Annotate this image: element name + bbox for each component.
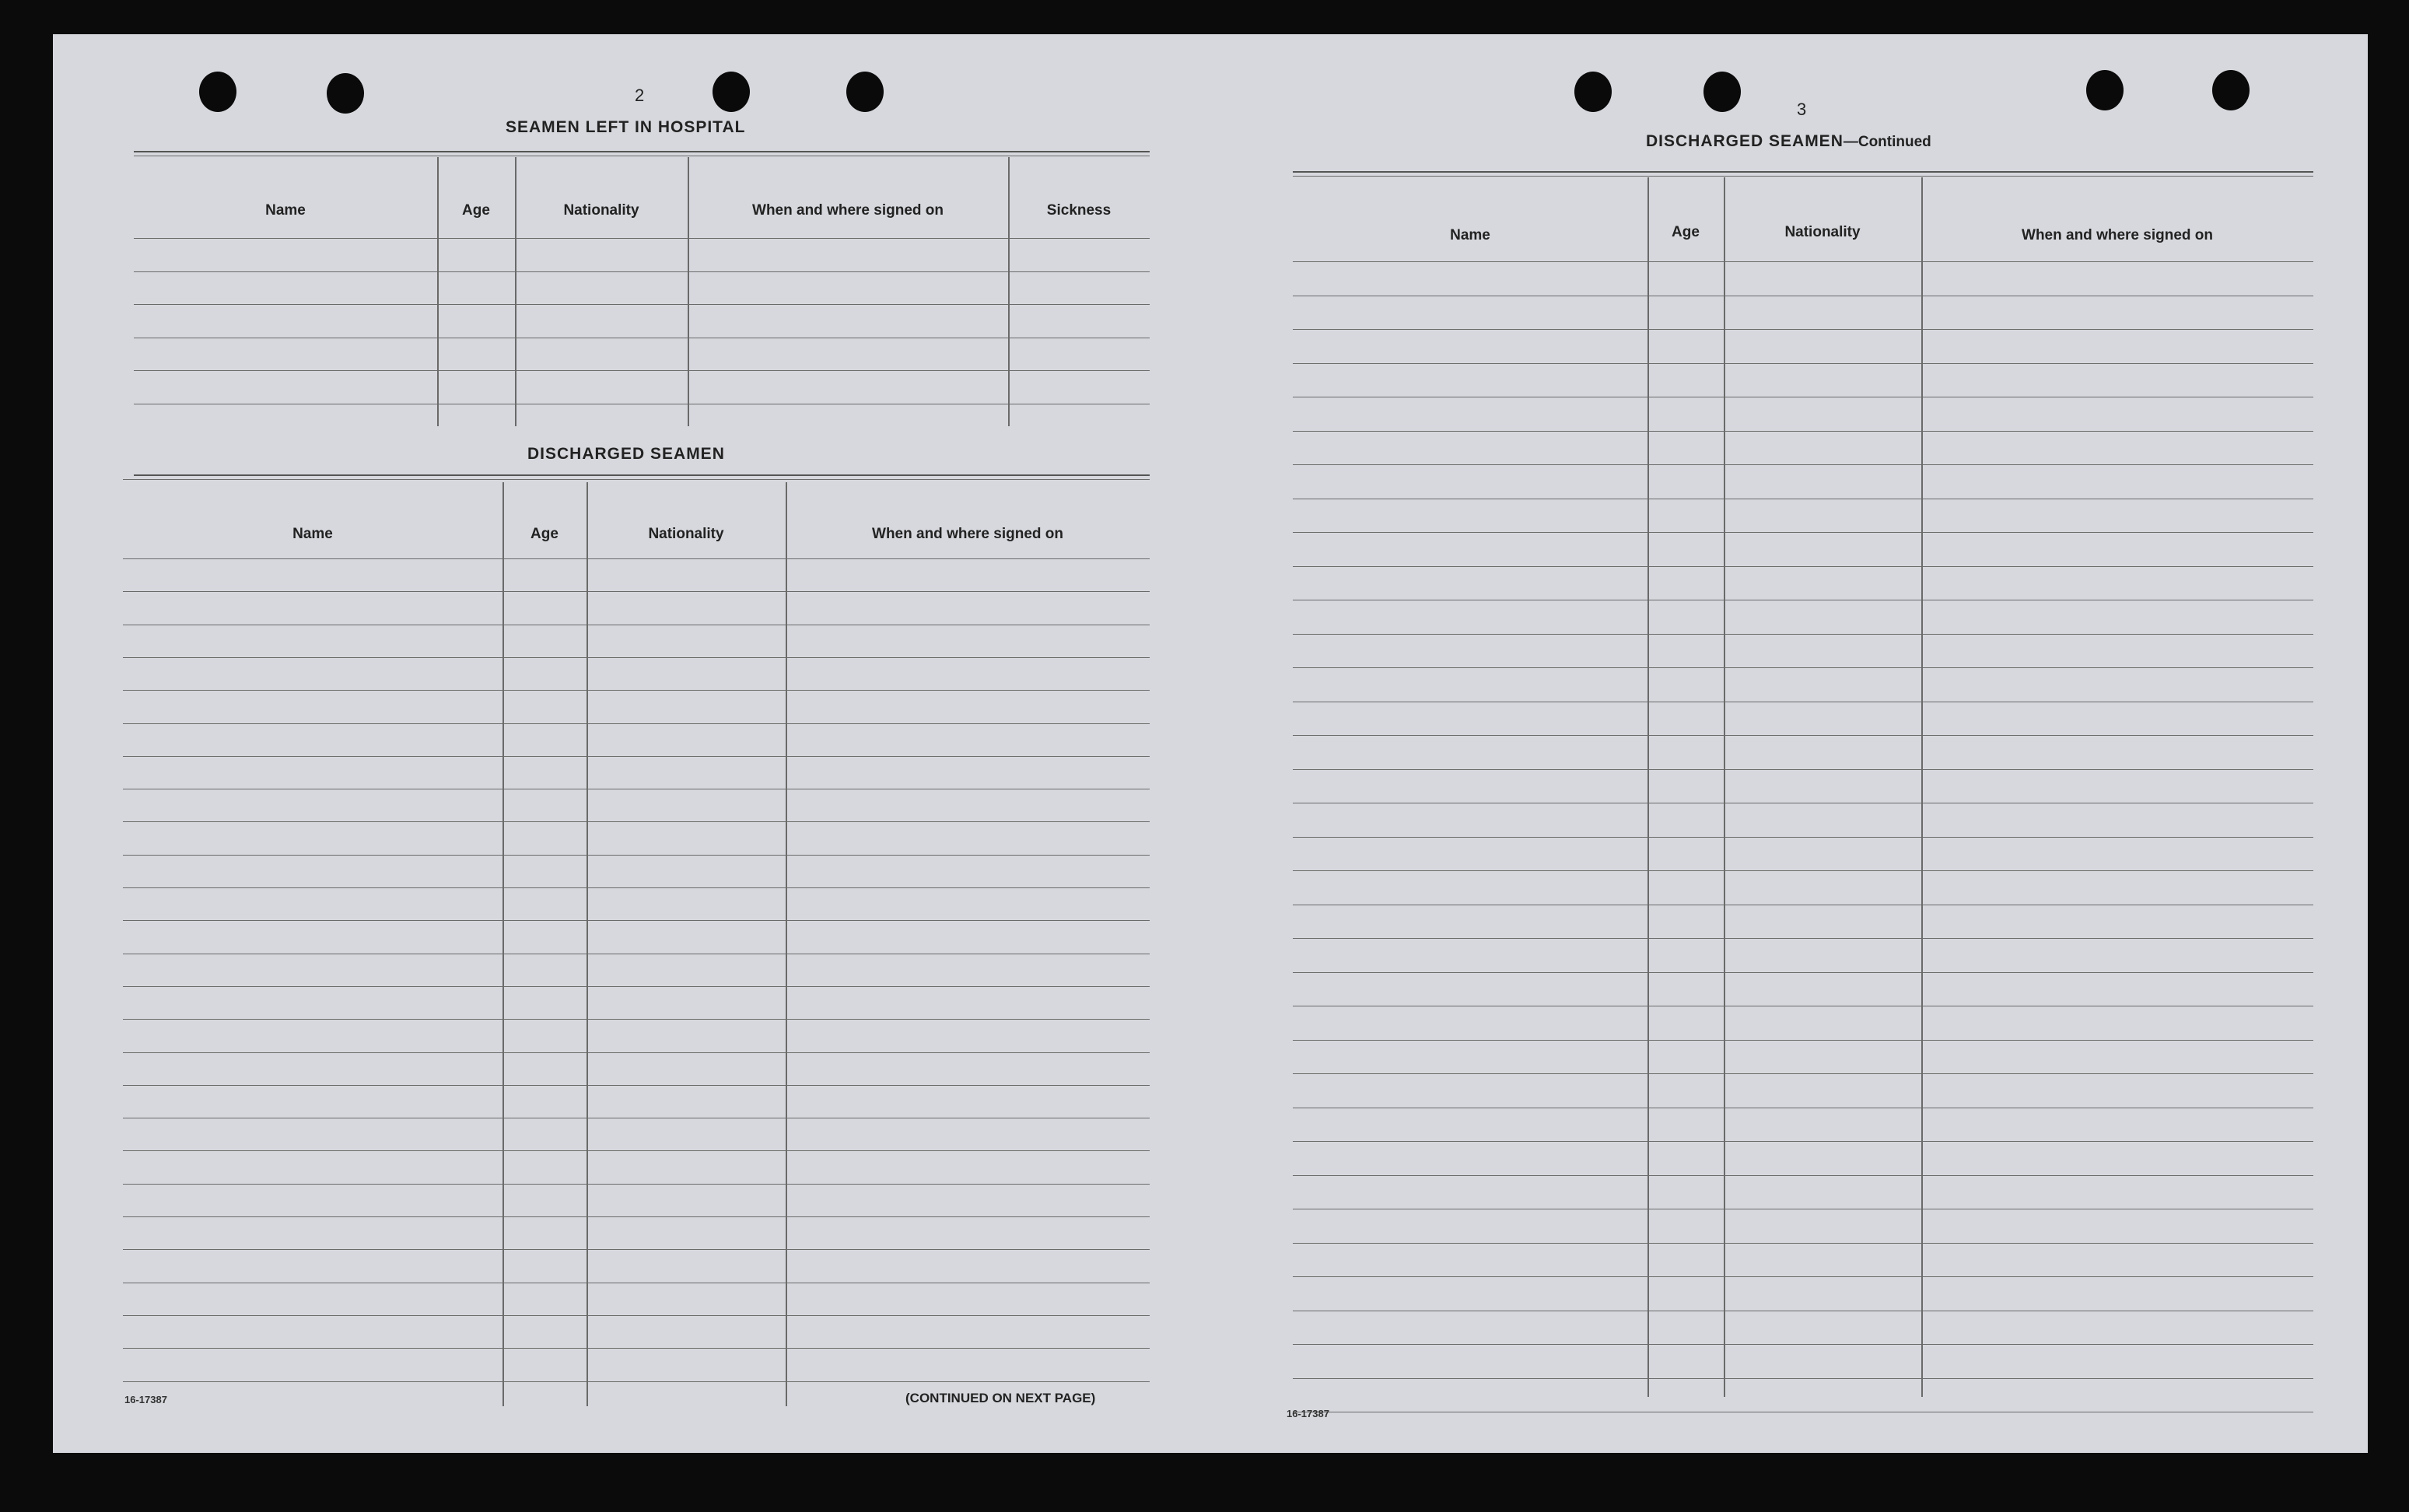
hospital-col-nationality: Nationality <box>563 202 639 219</box>
form-number-right: 16-17387 <box>1287 1408 1329 1419</box>
table-row <box>123 1122 1150 1155</box>
rule <box>134 151 1150 152</box>
table-row <box>123 662 1150 695</box>
column-divider <box>1647 177 1649 1397</box>
row-rule <box>1293 532 2313 533</box>
page-number-left: 2 <box>635 86 645 105</box>
row-rule <box>1293 329 2313 330</box>
column-divider <box>515 157 516 426</box>
row-rule <box>1293 1276 2313 1277</box>
row-rule <box>1293 1378 2313 1379</box>
row-rule <box>134 304 1150 305</box>
table-row <box>123 925 1150 957</box>
form-number-left: 16-17387 <box>124 1394 167 1405</box>
table-row <box>123 892 1150 925</box>
right-title <box>1646 132 1931 151</box>
continued-note: (CONTINUED ON NEXT PAGE) <box>905 1391 1096 1405</box>
table-row <box>123 1090 1150 1122</box>
right-col-name: Name <box>1450 227 1490 243</box>
table-row <box>123 1155 1150 1188</box>
punch-hole <box>327 73 364 114</box>
row-rule <box>134 238 1150 239</box>
hospital-col-sickness: Sickness <box>1046 202 1112 219</box>
row-rule <box>123 591 1150 592</box>
table-row <box>123 826 1150 859</box>
row-rule <box>123 1315 1150 1316</box>
row-rule <box>1293 769 2313 770</box>
row-rule <box>1293 1243 2313 1244</box>
hospital-table <box>134 151 1150 462</box>
punch-hole <box>1703 72 1741 112</box>
row-rule <box>1293 566 2313 567</box>
row-rule <box>1293 1040 2313 1041</box>
rule <box>134 474 1150 476</box>
discharged-table <box>123 479 1150 1420</box>
table-row <box>123 793 1150 826</box>
table-row <box>123 1221 1150 1254</box>
row-rule <box>1293 431 2313 432</box>
row-rule <box>1293 464 2313 465</box>
row-rule <box>1293 972 2313 973</box>
row-rule <box>123 1381 1150 1382</box>
table-row <box>123 629 1150 662</box>
punch-hole <box>2086 70 2124 110</box>
right-table <box>1293 171 2313 1431</box>
rule <box>1293 171 2313 173</box>
rule <box>123 479 1150 480</box>
row-rule <box>134 370 1150 371</box>
table-row <box>123 596 1150 628</box>
row-rule <box>1293 735 2313 736</box>
row-rule <box>1293 634 2313 635</box>
hospital-title: SEAMEN LEFT IN HOSPITAL <box>506 118 746 136</box>
hospital-col-signed-on: When and where signed on <box>752 202 944 219</box>
discharged-col-name: Name <box>292 526 333 542</box>
row-rule <box>1293 870 2313 871</box>
hospital-col-name: Name <box>265 202 306 219</box>
discharged-title: DISCHARGED SEAMEN <box>527 445 725 463</box>
row-rule <box>1293 261 2313 262</box>
row-rule <box>1293 1073 2313 1074</box>
table-row <box>123 1188 1150 1221</box>
right-col-age: Age <box>1672 224 1700 240</box>
ledger-sheet <box>53 34 2368 1453</box>
column-divider <box>688 157 689 426</box>
table-row <box>123 859 1150 892</box>
table-row <box>123 761 1150 793</box>
column-divider <box>1008 157 1010 426</box>
discharged-col-nationality: Nationality <box>648 526 724 542</box>
rule <box>1293 176 2313 177</box>
table-row <box>123 728 1150 761</box>
column-divider <box>1921 177 1923 1397</box>
right-title-main: DISCHARGED SEAMEN <box>1646 132 1844 150</box>
page-number-right: 3 <box>1797 100 1807 119</box>
table-row <box>123 695 1150 727</box>
row-rule <box>1293 837 2313 838</box>
row-rule <box>1293 1141 2313 1142</box>
row-rule <box>1293 667 2313 668</box>
table-row <box>123 1057 1150 1090</box>
punch-hole <box>846 72 884 112</box>
table-row <box>123 991 1150 1024</box>
table-row <box>123 958 1150 991</box>
discharged-col-age: Age <box>530 526 558 542</box>
row-rule <box>1293 1175 2313 1176</box>
row-rule <box>123 1348 1150 1349</box>
right-col-signed-on: When and where signed on <box>2022 227 2213 243</box>
column-divider <box>1724 177 1725 1397</box>
table-row <box>123 558 1150 591</box>
hospital-col-age: Age <box>462 202 490 219</box>
punch-hole <box>199 72 236 112</box>
punch-hole <box>1574 72 1612 112</box>
table-row <box>123 1024 1150 1056</box>
punch-hole <box>713 72 750 112</box>
right-title-suffix: —Continued <box>1843 134 1931 150</box>
row-rule <box>1293 938 2313 939</box>
row-rule <box>1293 363 2313 364</box>
discharged-col-signed-on: When and where signed on <box>872 526 1063 542</box>
row-rule <box>1293 1344 2313 1345</box>
right-col-nationality: Nationality <box>1784 224 1861 240</box>
row-rule <box>134 271 1150 272</box>
punch-hole <box>2212 70 2250 110</box>
column-divider <box>437 157 439 426</box>
